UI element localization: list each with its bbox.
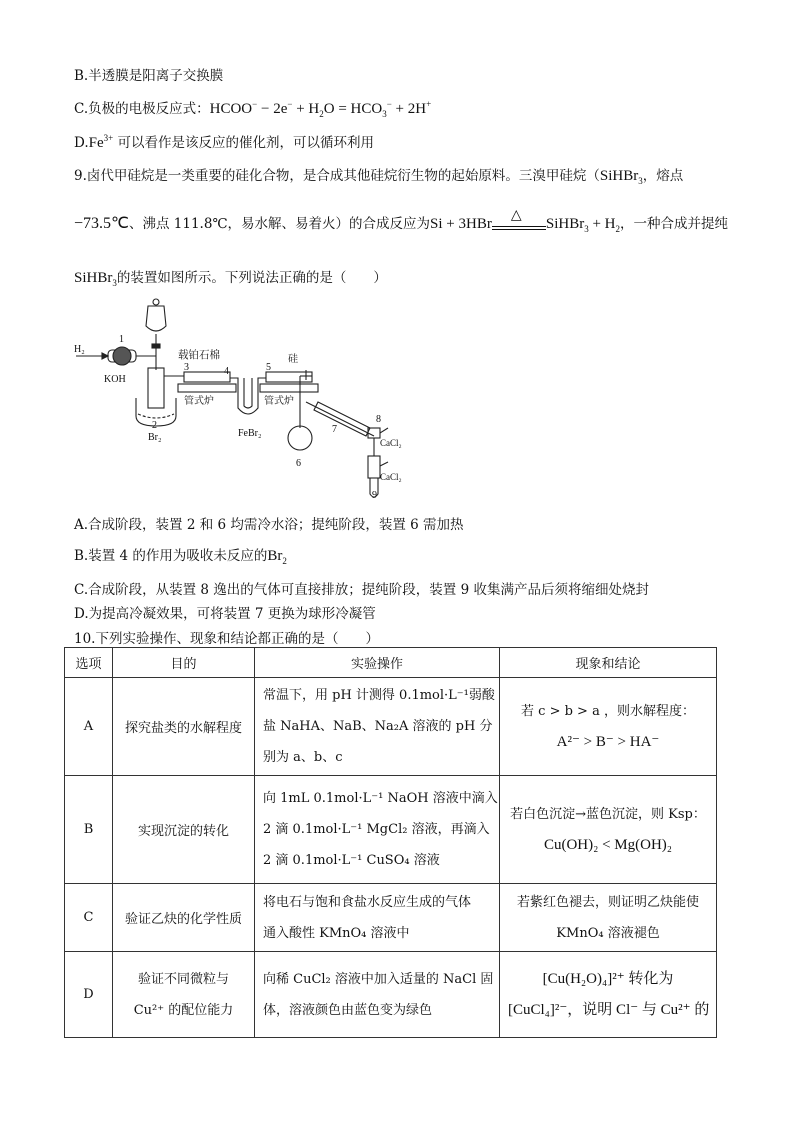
header-result: 现象和结论 [500, 648, 717, 678]
heat-triangle-icon: △ [510, 207, 522, 223]
table-row [65, 678, 717, 776]
q9-option-b-text: B.装置 4 的作用为吸收未反应的 [74, 548, 268, 564]
row-a-op-line: 盐 NaHA、NaB、Na₂A 溶液的 pH 分 [263, 719, 493, 734]
label-8: 8 [376, 414, 381, 425]
row-b-op-line: 2 滴 0.1mol·L⁻¹ MgCl₂ 溶液，再滴入 [263, 822, 490, 837]
q9-line1 [74, 164, 683, 186]
br2-liquid [138, 414, 174, 418]
receiver-9 [368, 456, 380, 478]
q9-line3 [74, 266, 387, 288]
heat-equals-sign [492, 207, 546, 233]
anode-equation: HCOO− − $2e^- + H_2O = HCO_3^- + 2H^+$ [209, 99, 432, 119]
row-b-option: B [65, 776, 113, 884]
row-d-operation [255, 952, 500, 1038]
table-header-row [65, 648, 717, 678]
synthesis-equation: Si + 3HBr △ SiHBr$_3$ + $H_2$ [430, 207, 620, 234]
q9-question: 的装置如图所示。下列说法正确的是（ ） [116, 270, 387, 286]
row-b-res-line: 若白色沉淀→蓝色沉淀，则 Ksp： [510, 806, 706, 822]
label-furnace-1: 管式炉 [184, 396, 214, 407]
label-6: 6 [296, 458, 301, 469]
flask-6 [288, 426, 312, 450]
label-1: 1 [119, 334, 124, 345]
row-c-res-line: 若紫红色褪去，则证明乙炔能使 [516, 894, 699, 910]
header-purpose: 目的 [113, 648, 255, 678]
label-koh: KOH [104, 374, 126, 385]
label-cacl2-1: CaCl₂ [380, 438, 402, 448]
sihbr3-formula: SiHBr$_3$ [599, 168, 643, 186]
label-5: 5 [266, 362, 271, 373]
row-a-op-line: 常温下，用 pH 计测得 0.1mol·L⁻¹弱酸 [263, 688, 495, 703]
row-c-res-line: KMnO₄ 溶液褪色 [556, 925, 660, 941]
row-d-op-line: 向稀 CuCl₂ 溶液中加入适量的 NaCl 固 [263, 971, 494, 987]
label-febr2: FeBr₂ [238, 428, 262, 439]
row-a-operation [255, 678, 500, 776]
funnel-stopper [153, 299, 159, 305]
row-a-op-line: 别为 a、b、c [263, 750, 343, 765]
furnace-body-3 [178, 384, 236, 392]
q9-line2 [74, 207, 728, 234]
q9-bp-text: 、沸点 111.8℃，易水解、易着火）的合成反应为 [129, 216, 431, 232]
row-d-res-line: [CuCl₄]²⁻，说明 Cl⁻ 与 Cu²⁺ 的 [508, 1001, 710, 1018]
row-d-result [500, 952, 717, 1038]
row-a-option: A [65, 678, 113, 776]
separating-funnel [146, 306, 166, 331]
label-si: 硅 [288, 354, 298, 365]
koh-bulb [113, 347, 131, 365]
row-a-result [500, 678, 717, 776]
q10-title: 10.下列实验操作、现象和结论都正确的是（ ） [74, 631, 379, 647]
furnace-body-5 [260, 384, 318, 392]
table-row [65, 952, 717, 1038]
q9-option-c: C.合成阶段，从装置 8 逸出的气体可直接排放；提纯阶段，装置 9 收集满产品后须将缩细处烧封 [74, 582, 649, 598]
q9-option-a: A.合成阶段，装置 2 和 6 均需冷水浴；提纯阶段，装置 6 需加热 [74, 517, 464, 533]
sihbr3-formula-2: SiHBr$_3$ [74, 270, 117, 288]
pipe-9-out [380, 462, 388, 466]
header-operation: 实验操作 [255, 648, 500, 678]
row-b-res-line: Cu(OH)₂ < Mg(OH)₂ [543, 836, 673, 853]
row-c-op-line: 通入酸性 KMnO₄ 溶液中 [263, 925, 410, 941]
row-d-purpose-line: Cu²⁺ 的配位能力 [133, 1002, 234, 1018]
table-row [65, 884, 717, 952]
q9-mp-label: ，熔点 [642, 168, 684, 184]
apparatus-diagram [74, 298, 404, 504]
label-cacl2-2: CaCl₂ [380, 472, 402, 482]
label-h2: H₂ [74, 344, 85, 355]
row-d-purpose-line: 验证不同微粒与 [137, 971, 229, 987]
q9-option-b [74, 544, 287, 566]
q9-intro: 9.卤代甲硅烷是一类重要的硅化合物，是合成其他硅烷衍生物的起始原料。三溴甲硅烷（ [74, 168, 600, 184]
label-3: 3 [184, 362, 189, 373]
row-b-op-line: 向 1mL 0.1mol·L⁻¹ NaOH 溶液中滴入 [263, 791, 498, 806]
fe3-ion: $Fe^{3+}$ [88, 133, 114, 151]
row-c-purpose: 验证乙炔的化学性质 [113, 884, 255, 952]
u-tube-4-inner [244, 378, 252, 408]
row-d-op-line: 体，溶液颜色由蓝色变为绿色 [263, 1002, 433, 1018]
bubbler-tube [148, 368, 164, 408]
label-furnace-2: 管式炉 [264, 396, 294, 407]
br2-formula: $Br_2$ [267, 548, 287, 566]
row-a-purpose: 探究盐类的水解程度 [113, 678, 255, 776]
row-d-purpose [113, 952, 255, 1038]
row-a-res-line: 若 c > b > a ，则水解程度： [521, 703, 695, 719]
reaction-tube-5 [266, 372, 312, 382]
row-c-op-line: 将电石与饱和食盐水反应生成的气体 [263, 894, 472, 910]
row-c-operation [255, 884, 500, 952]
label-br2: Br₂ [148, 432, 162, 443]
table-row [65, 776, 717, 884]
h2-arrow-icon [102, 353, 108, 359]
u-tube-4 [230, 378, 266, 414]
q8-option-d-prefix: D. [74, 135, 89, 151]
label-9: 9 [372, 490, 377, 501]
row-b-operation [255, 776, 500, 884]
row-b-op-line: 2 滴 0.1mol·L⁻¹ CuSO₄ 溶液 [263, 853, 440, 868]
row-d-option: D [65, 952, 113, 1038]
label-2: 2 [152, 420, 157, 431]
header-option: 选项 [65, 648, 113, 678]
row-a-res-line: A²⁻ > B⁻ > HA⁻ [556, 733, 660, 750]
row-c-result [500, 884, 717, 952]
condenser-7-inner [306, 402, 374, 436]
condenser-7-jacket [314, 402, 370, 436]
label-7: 7 [332, 424, 337, 435]
pipe-8-out [380, 428, 388, 433]
q8-option-c-prefix: C.负极的电极反应式： [74, 101, 210, 117]
q9-line2-end: ，一种合成并提纯 [620, 216, 728, 232]
row-b-result [500, 776, 717, 884]
q8-option-b: B.半透膜是阳离子交换膜 [74, 68, 224, 84]
q8-option-c [74, 97, 431, 119]
label-pt-asbestos: 载铂石棉 [178, 350, 220, 361]
q8-option-d-text: 可以看作是该反应的催化剂，可以循环利用 [113, 135, 375, 151]
row-c-option: C [65, 884, 113, 952]
q8-option-d [74, 131, 374, 152]
q10-table [64, 647, 717, 1038]
row-b-purpose: 实现沉淀的转化 [113, 776, 255, 884]
melting-point: −73.5℃ [74, 215, 129, 232]
q9-option-d: D.为提高冷凝效果，可将装置 7 更换为球形冷凝管 [74, 606, 376, 622]
label-4: 4 [224, 366, 229, 377]
row-d-res-line: [Cu(H₂O)₄]²⁺ 转化为 [542, 970, 674, 987]
funnel-stopcock [152, 344, 160, 348]
